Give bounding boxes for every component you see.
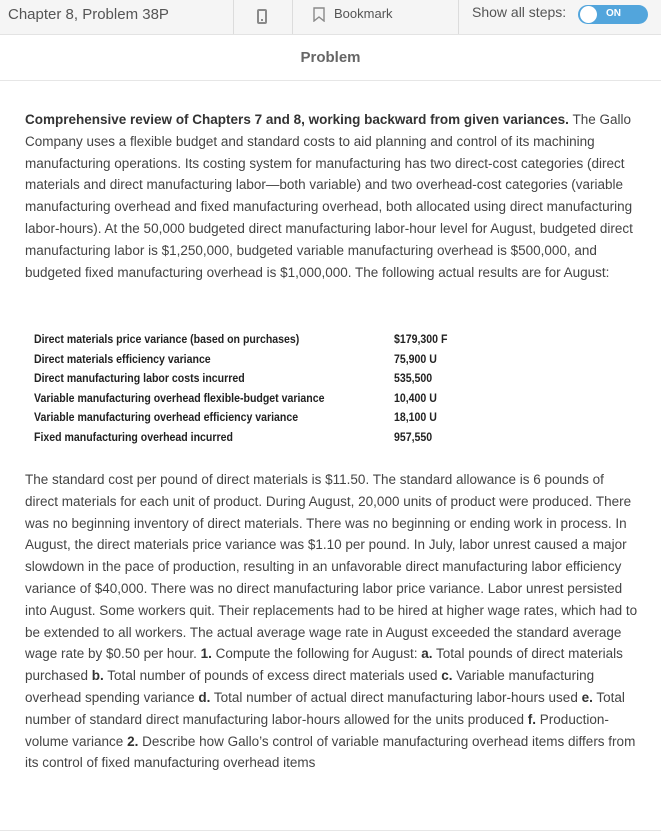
question-marker: 1. xyxy=(200,646,212,662)
body-text-segment: Production-volume variance xyxy=(25,711,609,749)
body-text-segment: Total number of pounds of excess direct materials used xyxy=(103,668,442,684)
toggle-knob xyxy=(580,6,597,23)
question-marker: e. xyxy=(581,689,593,705)
top-toolbar xyxy=(0,0,661,35)
question-marker: b. xyxy=(91,668,104,684)
bookmark-icon xyxy=(313,7,325,22)
variance-value: 75,900 U xyxy=(394,351,437,366)
table-row xyxy=(34,369,464,389)
section-divider xyxy=(0,80,661,81)
table-row xyxy=(34,389,464,409)
body-text-segment: Total number of actual direct manufacturing labor-hours used xyxy=(210,689,582,705)
table-row xyxy=(34,330,464,350)
variance-label: Variable manufacturing overhead flexible-budget variance xyxy=(34,390,325,405)
question-marker: c. xyxy=(441,668,453,684)
problem-tab-title: Problem xyxy=(300,49,361,66)
variance-value: 10,400 U xyxy=(394,390,437,405)
variance-value: 535,500 xyxy=(394,371,433,386)
toolbar-divider xyxy=(458,0,459,34)
question-marker: f. xyxy=(527,711,537,727)
body-text-segment: Describe how Gallo’s control of variable manufacturing overhead items differs from its control of fixed manufacturing overhead items xyxy=(25,733,636,771)
variance-value: 957,550 xyxy=(394,429,433,444)
question-marker: d. xyxy=(198,689,211,705)
table-row xyxy=(34,350,464,370)
mobile-view-button[interactable] xyxy=(252,6,272,28)
chapter-title: Chapter 8, Problem 38P xyxy=(8,6,169,23)
body-text-segment: The standard cost per pound of direct materials is $11.50. The standard allowance is 6 pounds of direct materials for each unit of product. During August, 20,000 units of product were produced. There was no beginning inventory of direct materials. There was no beginning or ending work in process. In August, the direct materials price variance was $1.10 per pound. In July, labor unrest caused a major slowdown in the pace of production, resulting in an unfavorable direct manufacturing labor efficiency variance of $40,000. There was no direct manufacturing labor price variance. Labor unrest persisted into August. Some workers quit. Their replacements had to be hired at higher wage rates, which had to be extended to all workers. The actual average wage rate in August exceeded the standard average wage rate by $0.50 per hour. xyxy=(25,472,638,662)
problem-intro xyxy=(25,109,640,283)
body-text-segment: Total pounds of direct materials purchased xyxy=(25,646,623,684)
body-text-segment: Variable manufacturing overhead spending variance xyxy=(25,668,595,705)
body-text-segment: Total number of standard direct manufacturing labor-hours allowed for the units produced xyxy=(25,689,625,727)
variance-label: Direct manufacturing labor costs incurred xyxy=(34,371,245,386)
toolbar-divider xyxy=(292,0,293,34)
show-all-steps-label: Show all steps: xyxy=(472,4,567,20)
question-marker: a. xyxy=(421,646,433,662)
actual-results-table xyxy=(34,330,464,448)
problem-body xyxy=(25,469,640,774)
problem-heading: Comprehensive review of Chapters 7 and 8, working backward from given variances. xyxy=(25,112,569,127)
variance-value: $179,300 F xyxy=(394,332,448,346)
problem-intro-text: The Gallo Company uses a flexible budget and standard costs to aid planning and control of its machining manufacturing operations. Its costing system for manufacturing has two direct-cost categories (direct materials and direct manufacturing labor—both variable) and two overhead-cost categories (variable manufacturing overhead and fixed manufacturing overhead, both allocated using direct manufacturing labor-hours). At the 50,000 budgeted direct manufacturing labor-hour level for August, budgeted direct manufacturing labor is $1,250,000, budgeted variable manufacturing overhead is $500,000, and budgeted fixed manufacturing overhead is $1,000,000. The following actual results are for August: xyxy=(25,112,633,280)
variance-label: Fixed manufacturing overhead incurred xyxy=(34,429,233,444)
variance-label: Direct materials price variance (based on purchases) xyxy=(34,332,300,346)
variance-label: Direct materials efficiency variance xyxy=(34,351,211,366)
phone-icon xyxy=(257,9,267,24)
bookmark-label: Bookmark xyxy=(334,6,393,21)
table-row xyxy=(34,428,464,448)
toolbar-divider xyxy=(233,0,234,34)
body-text-segment: Compute the following for August: xyxy=(211,646,422,662)
show-all-steps-toggle[interactable] xyxy=(578,5,648,24)
bottom-divider xyxy=(0,830,661,831)
toggle-state-label: ON xyxy=(606,8,621,19)
question-marker: 2. xyxy=(127,733,139,749)
table-row xyxy=(34,408,464,428)
variance-value: 18,100 U xyxy=(394,410,437,425)
variance-label: Variable manufacturing overhead efficiency variance xyxy=(34,410,299,425)
